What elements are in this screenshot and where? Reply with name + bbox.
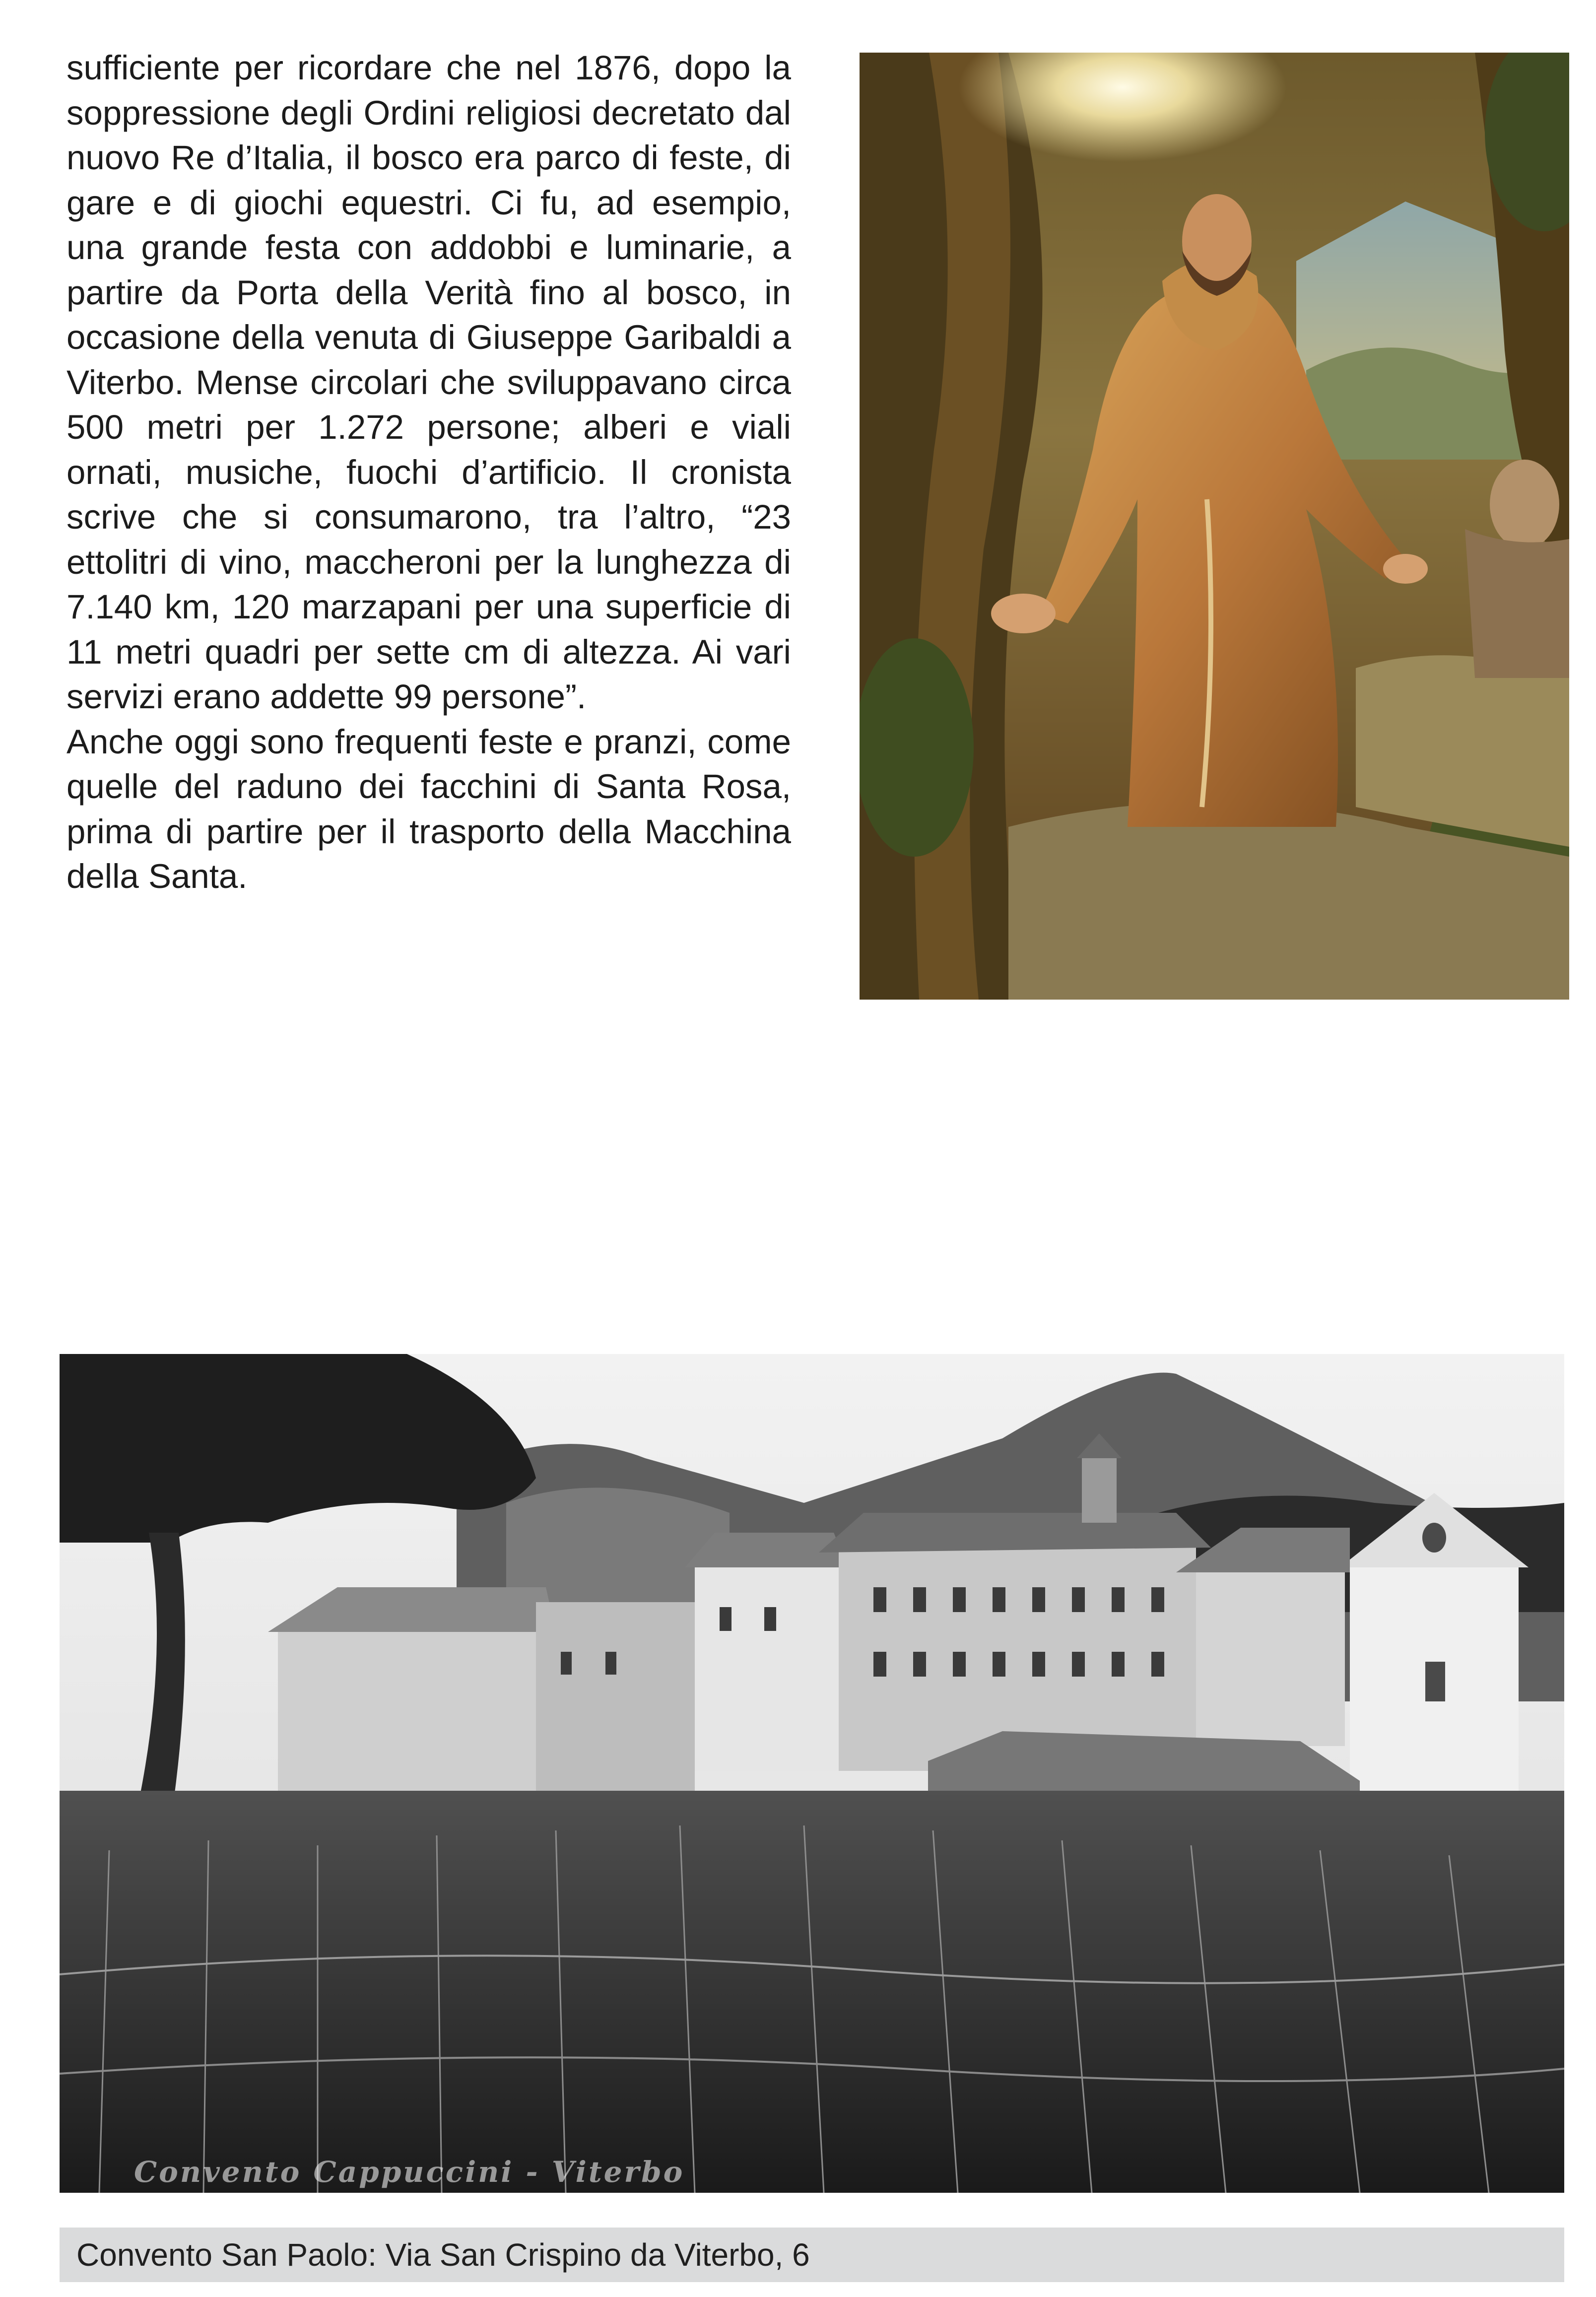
article-paragraph-2: Anche oggi sono frequenti feste e pranzi, come quelle del raduno dei facchini di Santa Rosa, prima di partire per il trasporto della Macchina della Santa. [66,722,791,895]
article-text [66,46,791,899]
photo-caption: Convento San Paolo: Via San Crispino da Viterbo, 6 [76,2237,810,2273]
photo-watermark: Convento Cappuccini - Viterbo [134,2155,685,2189]
convent-photo-image [60,1354,1564,2193]
photo-caption-bar [60,2228,1564,2282]
saint-painting-image [860,53,1569,1000]
article-paragraph-1: sufficiente per ricordare che nel 1876, dopo la soppressione degli Ordini religiosi decretato dal nuovo Re d’Italia, il bosco era parco di feste, di gare e di giochi equestri. Ci fu, ad esempio, una grande festa con addobbi e luminarie, a partire da Porta della Verità fino al bosco, in occasione della venuta di Giuseppe Garibaldi a Viterbo. Mense circolari che sviluppavano circa 500 metri per 1.272 persone; alberi e viali ornati, musiche, fuochi d’artificio. Il cronista scrive che si consumarono, tra l’altro, “23 ettolitri di vino, maccheroni per la lunghezza di 7.140 km, 120 marzapani per una superficie di 11 metri quadri per sette cm di altezza. Ai vari servizi erano addette 99 persone”. [66,49,791,716]
